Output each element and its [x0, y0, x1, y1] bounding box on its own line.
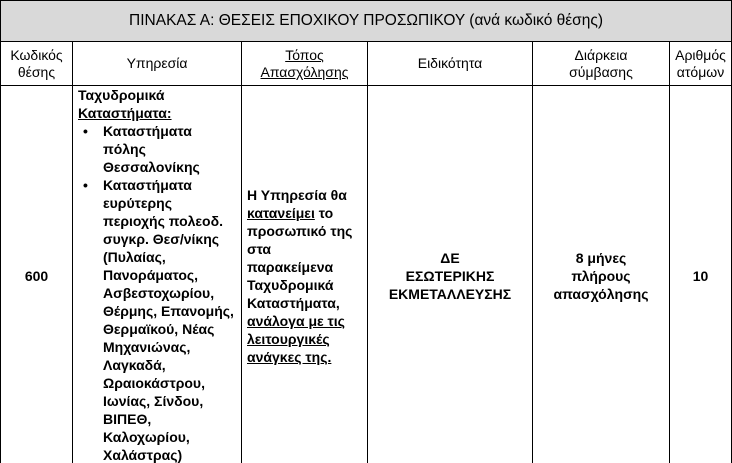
location-line: Καλοχωρίου,: [103, 429, 190, 445]
specialty-line: ΕΣΩΤΕΡΙΚΗΣ: [405, 268, 495, 284]
place-line: [247, 294, 361, 312]
cell-place: [242, 86, 368, 463]
header-place-line1: Τόπος: [285, 46, 324, 63]
location-line: ευρύτερης: [103, 195, 172, 211]
location-line: Χαλάστρας): [103, 447, 183, 463]
location-line: Θεσσαλονίκης: [103, 159, 200, 175]
location-line: (Πυλαίας,: [103, 249, 166, 265]
location-line: Πανοράματος,: [103, 267, 199, 283]
header-code-line1: Κωδικός: [10, 46, 63, 63]
cell-code: 600: [1, 86, 73, 463]
header-specialty: Ειδικότητα: [368, 42, 533, 86]
location-line: Θερμαϊκού, Νέας: [103, 321, 215, 337]
header-duration: [533, 42, 670, 86]
locations-list: [78, 122, 237, 463]
place-line-text: λειτουργικές: [247, 331, 330, 347]
place-line-underlined: κατανείμει: [247, 205, 315, 221]
list-item: [103, 176, 237, 463]
header-duration-line2: σύμβασης: [569, 63, 633, 80]
place-line: [247, 186, 361, 204]
table-title: ΠΙΝΑΚΑΣ Α: ΘΕΣΕΙΣ ΕΠΟΧΙΚΟΥ ΠΡΟΣΩΠΙΚΟΥ (ανά κωδικό θέσης): [1, 1, 732, 42]
header-row: [1, 42, 732, 86]
cell-specialty: [368, 86, 533, 463]
place-line: [247, 312, 361, 330]
location-line: Λαγκαδά,: [103, 357, 166, 373]
place-line-text: Καταστήματα,: [247, 295, 340, 311]
table-row: [1, 86, 732, 463]
header-count: [670, 42, 732, 86]
service-title-line1: Ταχυδρομικά: [78, 87, 165, 103]
service-title: [78, 86, 237, 122]
location-line: περιοχής πολεοδ.: [103, 213, 223, 229]
place-line: [247, 240, 361, 258]
list-item: [103, 122, 237, 176]
place-line-text: ανάγκες της.: [247, 349, 332, 365]
place-line-text: Η Υπηρεσία θα: [247, 187, 347, 203]
location-line: Καταστήματα: [103, 123, 192, 139]
location-line: Ωραιοκάστρου,: [103, 375, 205, 391]
cell-count: 10: [670, 86, 732, 463]
place-line-post: το: [314, 205, 334, 221]
header-place-line2: Απασχόλησης: [260, 63, 349, 80]
specialty-line: ΔΕ: [440, 250, 460, 266]
place-line: [247, 276, 361, 294]
duration-line: πλήρους: [571, 268, 631, 284]
service-title-line2: Καταστήματα:: [78, 105, 172, 121]
location-line: Θέρμης, Επανομής,: [103, 303, 234, 319]
header-code: [1, 42, 73, 86]
place-line: [247, 204, 361, 222]
location-line: Μηχανιώνας,: [103, 339, 191, 355]
place-line-text: στα: [247, 241, 272, 257]
header-count-line1: Αριθμός: [675, 46, 726, 63]
duration-line: 8 μήνες: [575, 250, 627, 266]
duration-line: απασχόλησης: [553, 286, 649, 302]
location-line: ΒΙΠΕΘ,: [103, 411, 152, 427]
place-line: [247, 258, 361, 276]
place-line-text: ανάλογα με τις: [247, 313, 345, 329]
place-line: [247, 330, 361, 348]
location-line: Καταστήματα: [103, 177, 192, 193]
cell-service: [73, 86, 242, 463]
header-code-line2: θέσης: [17, 63, 56, 80]
place-line: [247, 222, 361, 240]
place-line-text: προσωπικό της: [247, 223, 353, 239]
specialty-line: ΕΚΜΕΤΑΛΛΕΥΣΗΣ: [388, 286, 512, 302]
location-line: Ασβεστοχωρίου,: [103, 285, 215, 301]
cell-duration: [533, 86, 670, 463]
header-service: Υπηρεσία: [73, 42, 242, 86]
header-duration-line1: Διάρκεια: [574, 46, 628, 63]
location-line: Ιωνίας, Σίνδου,: [103, 393, 204, 409]
place-line: [247, 348, 361, 366]
place-line-text: Ταχυδρομικά: [247, 277, 334, 293]
header-count-line2: ατόμων: [676, 63, 725, 80]
location-line: συγκρ. Θεσ/νίκης: [103, 231, 220, 247]
header-place: [242, 42, 368, 86]
location-line: πόλης: [103, 141, 146, 157]
place-line-text: παρακείμενα: [247, 259, 334, 275]
